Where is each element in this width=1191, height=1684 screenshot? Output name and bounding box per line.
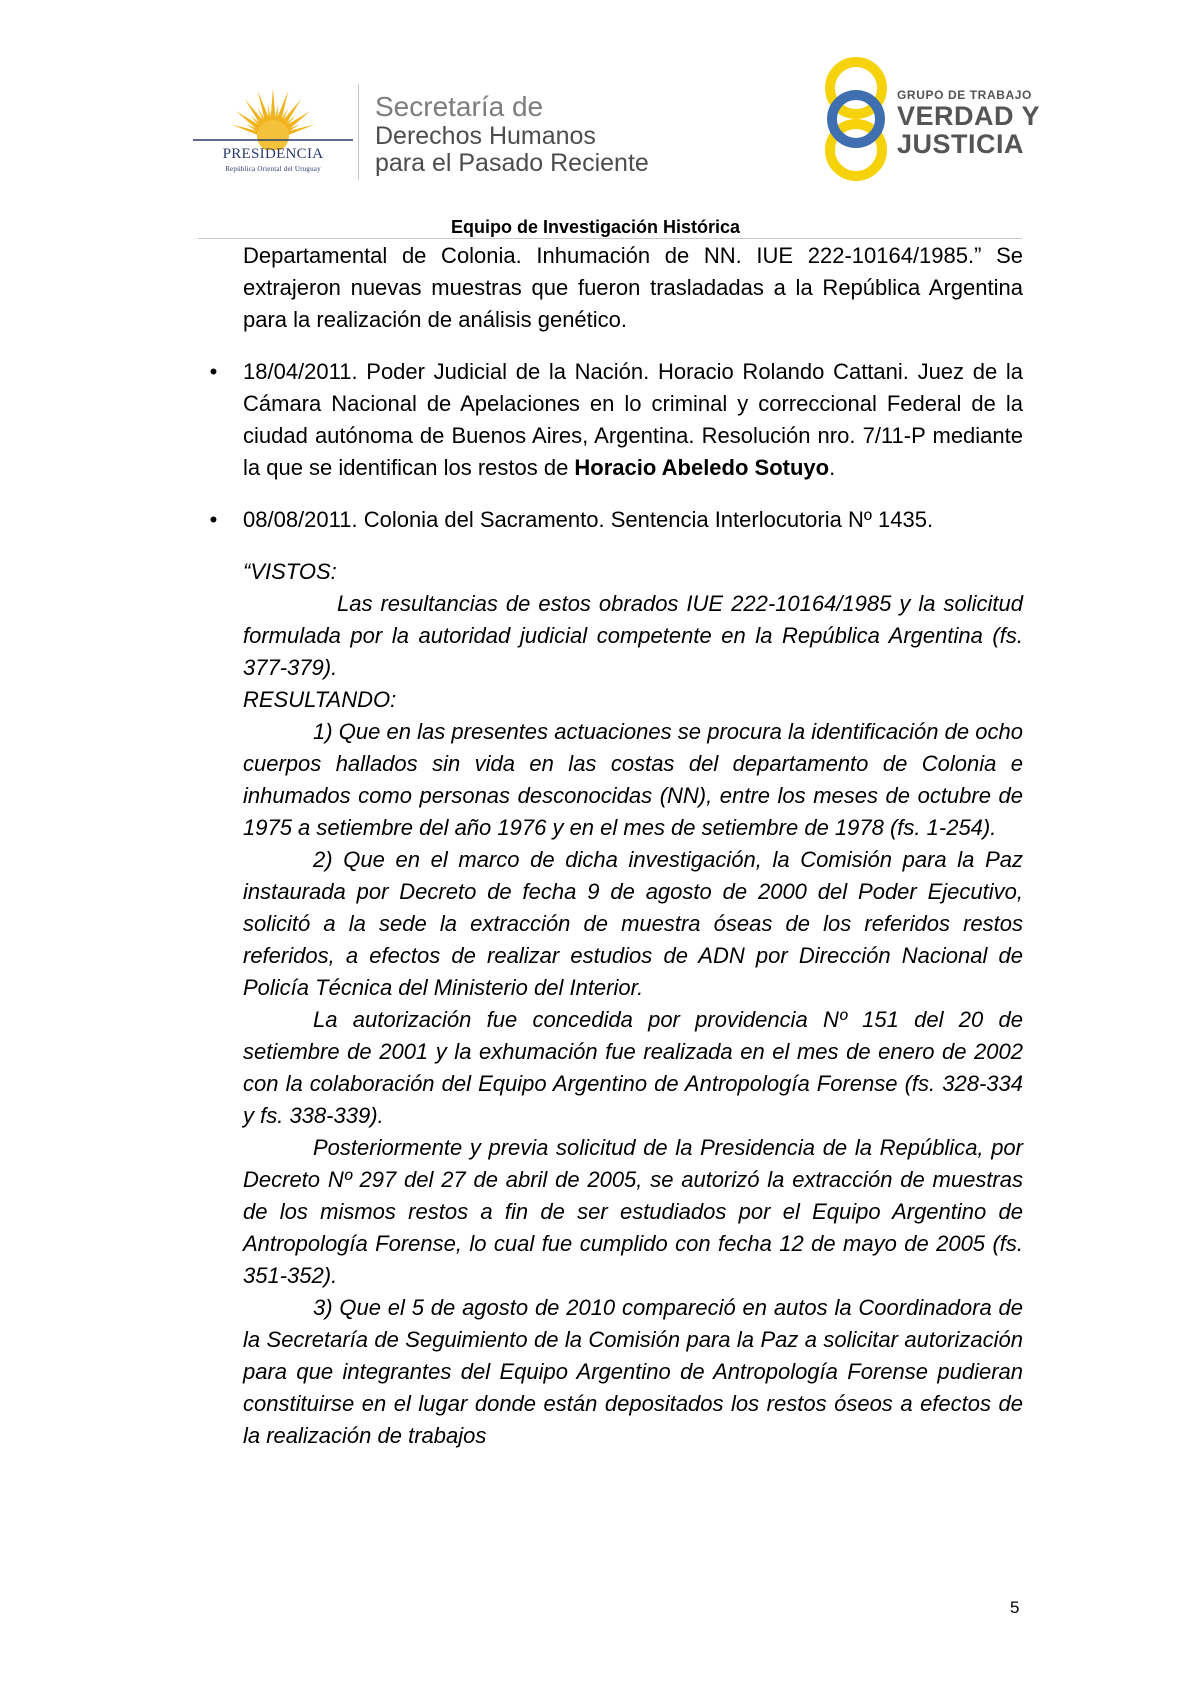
resultando-paragraph-5: 3) Que el 5 de agosto de 2010 compareció en autos la Coordinadora de la Secretaría de Seguimiento de la Comisión para la Paz a solicitar autorización para que integrantes del Equipo Argentino de Antropología Forense pudieran constituirse en el lugar donde están depositados los restos óseos a efectos de la realización de trabajos	[243, 1295, 1023, 1448]
secretaria-line-2: Derechos Humanos	[375, 122, 596, 150]
sun-emblem-icon	[193, 80, 353, 150]
bullet-icon: •	[209, 507, 218, 532]
gtvj-line-2: VERDAD Y	[897, 101, 1041, 131]
gtvj-line-1: GRUPO DE TRABAJO	[897, 88, 1032, 102]
header-rule	[198, 238, 1022, 239]
secretaria-line-3: para el Pasado Reciente	[375, 149, 649, 177]
gtvj-line-3: JUSTICIA	[897, 129, 1025, 159]
resultando-heading: RESULTANDO:	[243, 687, 397, 712]
presidencia-subtitle: República Oriental del Uruguay	[225, 165, 321, 173]
entry-paragraph: 08/08/2011. Colonia del Sacramento. Sentencia Interlocutoria Nº 1435.	[243, 507, 934, 532]
spacer	[243, 336, 1023, 356]
team-title: Equipo de Investigación Histórica	[450, 217, 741, 237]
page-number: 5	[1010, 1598, 1020, 1617]
resultando-paragraph-3: La autorización fue concedida por providencia Nº 151 del 20 de setiembre de 2001 y la exhumación fue realizada en el mes de enero de 2002 con la colaboración del Equipo Argentino de Antropología Forense (fs. 328-334 y fs. 338-339).	[243, 1007, 1023, 1128]
resultando-paragraph-2: 2) Que en el marco de dicha investigación, la Comisión para la Paz instaurada por Decreto de fecha 9 de agosto de 2000 del Poder Ejecutivo, solicitó a la sede la extracción de muestra óseas de los referidos restos referidos, a efectos de realizar estudios de ADN por Dirección Nacional de Policía Técnica del Ministerio del Interior.	[243, 847, 1023, 1000]
verdad-justicia-rings-icon	[820, 56, 892, 182]
vistos-heading: “VISTOS:	[243, 559, 337, 584]
vistos-paragraph: Las resultancias de estos obrados IUE 222-10164/1985 y la solicitud formulada por la autoridad judicial competente en la República Argentina (fs. 377-379).	[243, 591, 1023, 680]
bullet-icon: •	[209, 359, 218, 384]
resultando-paragraph-4: Posteriormente y previa solicitud de la Presidencia de la República, por Decreto Nº 297 del 27 de abril de 2005, se autorizó la extracción de muestras de los mismos restos a fin de ser estudiados por el Equipo Argentino de Antropología Forense, lo cual fue cumplido con fecha 12 de mayo de 2005 (fs. 351-352).	[243, 1135, 1023, 1288]
continuation-paragraph: Departamental de Colonia. Inhumación de NN. IUE 222-10164/1985.” Se extrajeron nuevas muestras que fueron trasladadas a la República Argentina para la realización de análisis genético.	[243, 243, 1023, 332]
resultando-paragraph-1: 1) Que en las presentes actuaciones se procura la identificación de ocho cuerpos hallados sin vida en las costas del departamento de Colonia e inhumados como personas desconocidas (NN), entre los meses de octubre de 1975 a setiembre del año 1976 y en el mes de setiembre de 1978 (fs. 1-254).	[243, 719, 1023, 840]
page-header	[0, 0, 1191, 235]
verdad-justicia-logo-text	[897, 88, 1040, 158]
spacer	[243, 536, 1023, 556]
entry-paragraph	[243, 356, 1023, 484]
presidencia-logo	[193, 80, 353, 178]
secretaria-line-1: Secretaría de	[375, 91, 544, 122]
list-item	[209, 356, 1023, 484]
quoted-sentence	[243, 556, 1023, 1452]
secretaria-logo-text	[375, 91, 649, 177]
document-body	[209, 240, 1023, 1452]
entry-end: .	[829, 455, 836, 480]
presidencia-name: PRESIDENCIA	[222, 146, 324, 162]
list-item	[209, 504, 1023, 536]
logo-divider	[358, 84, 359, 180]
identified-name: Horacio Abeledo Sotuyo	[574, 455, 830, 480]
spacer	[243, 484, 1023, 504]
entry-text: 18/04/2011. Poder Judicial de la Nación. Horacio Rolando Cattani. Juez de la Cámara Nacional de Apelaciones en lo criminal y correccional Federal de la ciudad autónoma de Buenos Aires, Argentina. Resolución nro. 7/11-P mediante la que se identifican los restos de	[243, 359, 1023, 480]
